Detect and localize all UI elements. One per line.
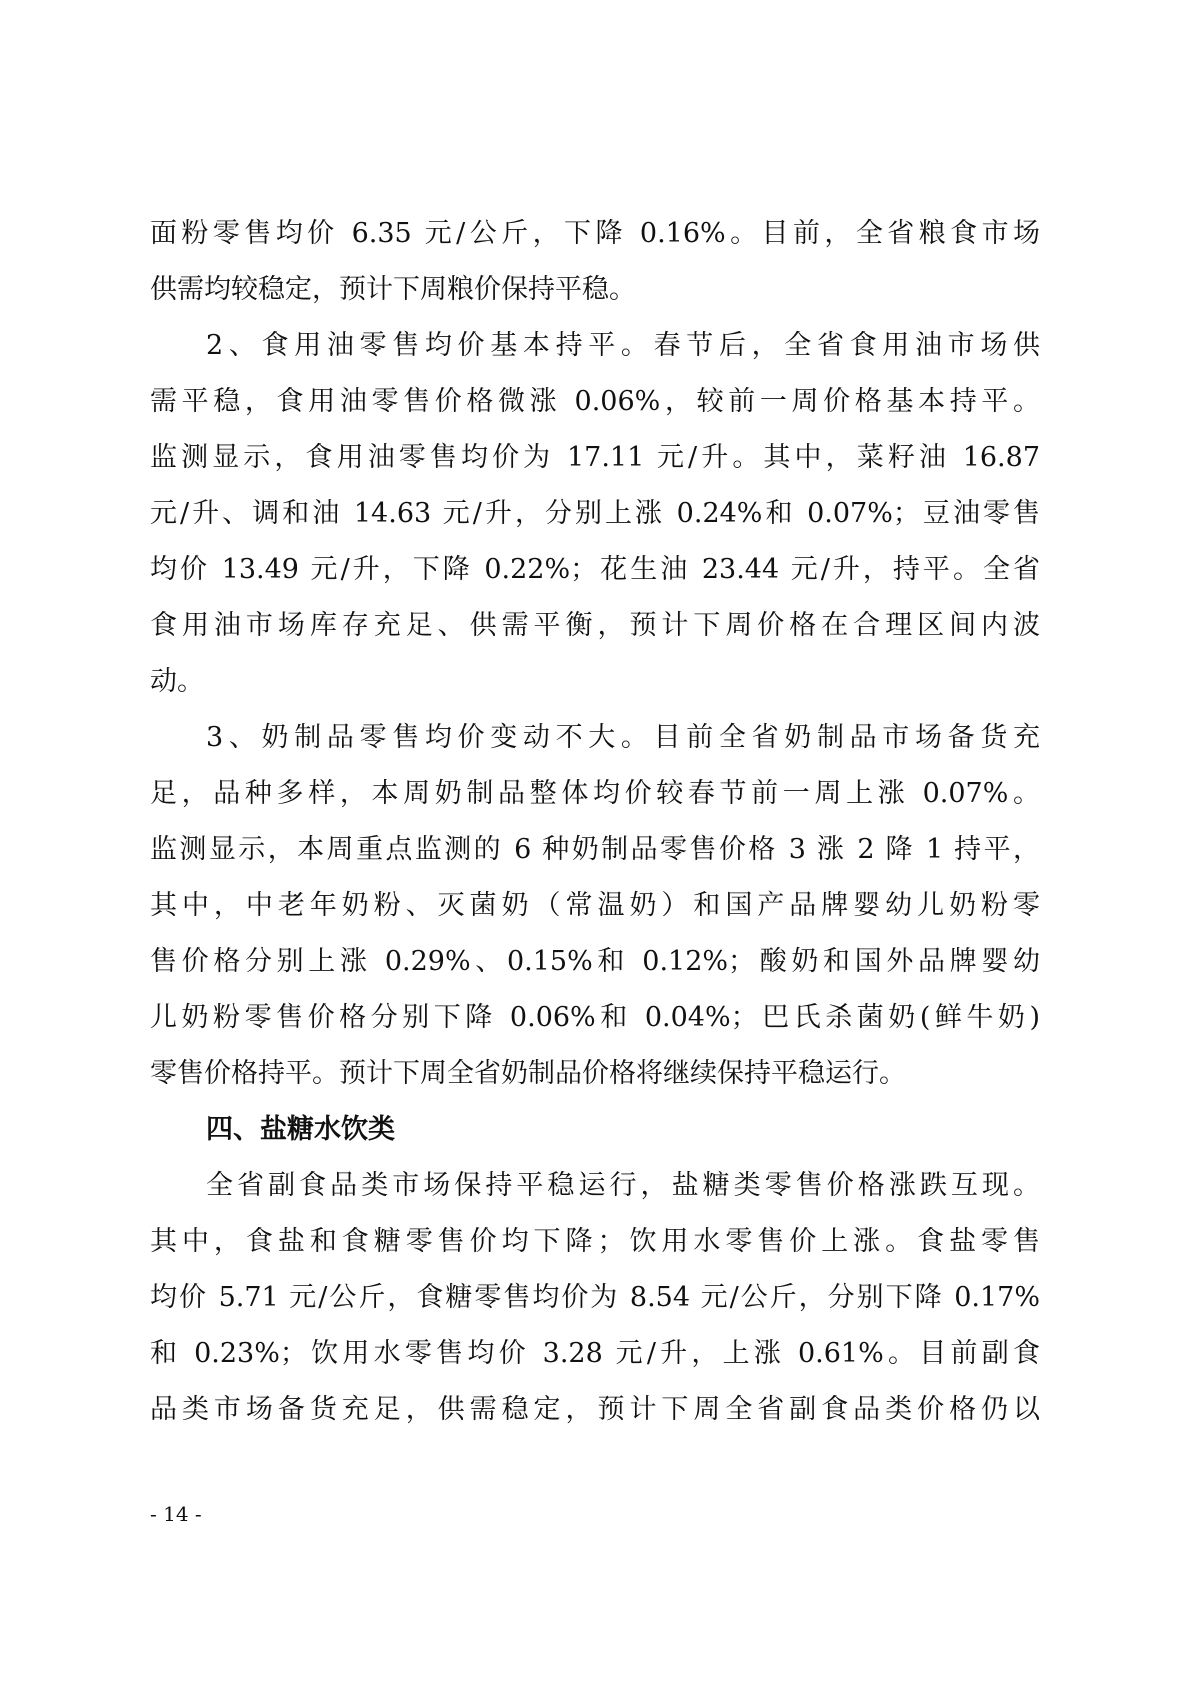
paragraph-2-line-1: 2、食用油零售均价基本持平。春节后，全省食用油市场供 bbox=[206, 330, 1040, 361]
paragraph-2-line-5: 均价 13.49 元/升，下降 0.22%；花生油 23.44 元/升，持平。全省 bbox=[150, 554, 1040, 585]
page-number: - 14 - bbox=[150, 1502, 202, 1526]
paragraph-3-line-6: 儿奶粉零售价格分别下降 0.06%和 0.04%；巴氏杀菌奶(鲜牛奶) bbox=[150, 1002, 1040, 1033]
paragraph-4-line-1: 全省副食品类市场保持平稳运行，盐糖类零售价格涨跌互现。 bbox=[206, 1170, 1040, 1201]
paragraph-2-line-3: 监测显示，食用油零售均价为 17.11 元/升。其中，菜籽油 16.87 bbox=[150, 442, 1040, 473]
paragraph-4-line-2: 其中，食盐和食糖零售价均下降；饮用水零售价上涨。食盐零售 bbox=[150, 1226, 1040, 1257]
document-body bbox=[150, 206, 1040, 1438]
paragraph-2-line-2: 需平稳，食用油零售价格微涨 0.06%，较前一周价格基本持平。 bbox=[150, 386, 1040, 417]
paragraph-2-line-7: 动。 bbox=[150, 666, 204, 697]
paragraph-4-line-3: 均价 5.71 元/公斤，食糖零售均价为 8.54 元/公斤，分别下降 0.17% bbox=[150, 1282, 1040, 1313]
section-heading: 四、盐糖水饮类 bbox=[206, 1114, 395, 1145]
paragraph-1-line-2: 供需均较稳定，预计下周粮价保持平稳。 bbox=[150, 274, 636, 305]
paragraph-2-line-6: 食用油市场库存充足、供需平衡，预计下周价格在合理区间内波 bbox=[150, 610, 1040, 641]
paragraph-3-line-5: 售价格分别上涨 0.29%、0.15%和 0.12%；酸奶和国外品牌婴幼 bbox=[150, 946, 1040, 977]
paragraph-3-line-2: 足，品种多样，本周奶制品整体均价较春节前一周上涨 0.07%。 bbox=[150, 778, 1040, 809]
paragraph-3-line-7: 零售价格持平。预计下周全省奶制品价格将继续保持平稳运行。 bbox=[150, 1058, 906, 1089]
paragraph-2-line-4: 元/升、调和油 14.63 元/升，分别上涨 0.24%和 0.07%；豆油零售 bbox=[150, 498, 1040, 529]
paragraph-3-line-3: 监测显示，本周重点监测的 6 种奶制品零售价格 3 涨 2 降 1 持平， bbox=[150, 834, 1040, 865]
paragraph-1-line-1: 面粉零售均价 6.35 元/公斤，下降 0.16%。目前，全省粮食市场 bbox=[150, 218, 1040, 249]
paragraph-3-line-1: 3、奶制品零售均价变动不大。目前全省奶制品市场备货充 bbox=[206, 722, 1040, 753]
paragraph-4-line-4: 和 0.23%；饮用水零售均价 3.28 元/升，上涨 0.61%。目前副食 bbox=[150, 1338, 1040, 1369]
paragraph-4-line-5: 品类市场备货充足，供需稳定，预计下周全省副食品类价格仍以 bbox=[150, 1394, 1040, 1425]
paragraph-3-line-4: 其中，中老年奶粉、灭菌奶（常温奶）和国产品牌婴幼儿奶粉零 bbox=[150, 890, 1040, 921]
